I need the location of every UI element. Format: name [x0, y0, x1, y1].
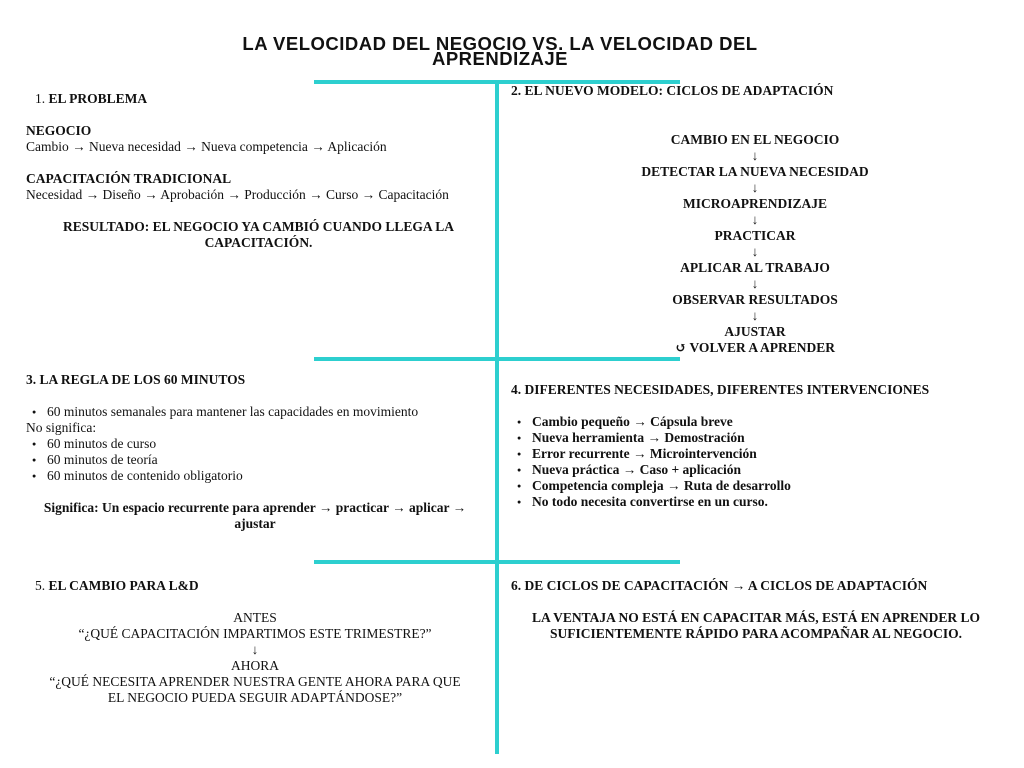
adaptation-cycle-flow: [600, 132, 910, 356]
section-cycles: [511, 578, 1001, 642]
section-problem: [26, 91, 491, 251]
question-before: “¿QUÉ CAPACITACIÓN IMPARTIMOS ESTE TRIMESTRE?”: [78, 626, 432, 641]
list-item: ● Cambio pequeño → Cápsula breve: [532, 414, 1001, 430]
section-60-minutes-heading: 3. LA REGLA DE LOS 60 MINUTOS: [26, 372, 246, 387]
list-item: ● Nueva práctica → Caso + aplicación: [532, 462, 1001, 478]
section-interventions: [511, 382, 1001, 510]
flow-step: CAMBIO EN EL NEGOCIO: [670, 132, 840, 147]
section-cycles-heading: 6. DE CICLOS DE CAPACITACIÓN → A CICLOS DE ADAPTACIÓN: [511, 578, 928, 593]
flow-final-step: ↺ VOLVER A APRENDER: [675, 340, 835, 355]
list-item: ● No todo necesita convertirse en un curso.: [532, 494, 1001, 510]
list-item: ● Error recurrente → Microintervención: [532, 446, 1001, 462]
section-ld-change-heading: [35, 578, 491, 594]
cycles-statement: [511, 610, 1001, 642]
flow-arrow: ↓: [751, 212, 759, 227]
question-after-line-1: “¿QUÉ NECESITA APRENDER NUESTRA GENTE AHORA PARA QUE: [49, 674, 461, 689]
horizontal-divider-middle: [314, 357, 680, 361]
capacitacion-label: CAPACITACIÓN TRADICIONAL: [26, 171, 232, 186]
significa-line-1: Significa: Un espacio recurrente para aprender → practicar → aplicar →: [43, 500, 467, 515]
flow-arrow: ↓: [751, 148, 759, 163]
horizontal-divider-bottom: [314, 560, 680, 564]
flow-step: OBSERVAR RESULTADOS: [672, 292, 838, 307]
flow-step: DETECTAR LA NUEVA NECESIDAD: [641, 164, 869, 179]
list-item: ● 60 minutos de curso: [47, 436, 491, 452]
significa-line-2: ajustar: [234, 516, 276, 531]
result-line-1: RESULTADO: EL NEGOCIO YA CAMBIÓ CUANDO LLEGA LA: [63, 219, 454, 234]
section-interventions-heading: 4. DIFERENTES NECESIDADES, DIFERENTES INTERVENCIONES: [511, 382, 930, 397]
list-item: ● 60 minutos de teoría: [47, 452, 491, 468]
main-bullet-list: [26, 404, 491, 420]
result-line-2: CAPACITACIÓN.: [204, 235, 313, 250]
negocio-label: NEGOCIO: [26, 123, 92, 138]
question-after-line-2: EL NEGOCIO PUEDA SEGUIR ADAPTÁNDOSE?”: [107, 690, 403, 705]
section-new-model-heading: 2. EL NUEVO MODELO: CICLOS DE ADAPTACIÓN: [511, 83, 834, 98]
cycles-line-2: SUFICIENTEMENTE RÁPIDO PARA ACOMPAÑAR AL NEGOCIO.: [549, 626, 963, 641]
list-item: ● Nueva herramienta → Demostración: [532, 430, 1001, 446]
ahora-label: AHORA: [230, 658, 279, 673]
no-significa-list: [26, 436, 491, 484]
section-problem-heading: [35, 91, 491, 107]
flow-step: APLICAR AL TRABAJO: [680, 260, 830, 275]
flow-step: AJUSTAR: [724, 324, 786, 339]
section-new-model: [511, 83, 991, 99]
section-heading-text: EL PROBLEMA: [48, 91, 148, 106]
page-title: [190, 33, 810, 69]
flow-arrow: ↓: [751, 180, 759, 195]
interventions-list: [511, 414, 1001, 510]
flow-step: PRACTICAR: [714, 228, 796, 243]
flow-arrow: ↓: [751, 276, 759, 291]
section-ld-change: [26, 578, 491, 706]
before-after-block: [26, 610, 484, 706]
title-line-2: APRENDIZAJE: [431, 48, 569, 69]
result-statement: [26, 219, 491, 251]
section-number: 5.: [35, 578, 46, 593]
negocio-flow: Cambio → Nueva necesidad → Nueva competencia → Aplicación: [26, 139, 387, 154]
list-item: ● 60 minutos de contenido obligatorio: [47, 468, 491, 484]
section-number: 1.: [35, 91, 46, 106]
title-line-1: LA VELOCIDAD DEL NEGOCIO VS. LA VELOCIDAD DEL: [242, 33, 758, 54]
vertical-divider: [495, 82, 499, 754]
no-significa-label: No significa:: [26, 420, 97, 435]
arrow-down: ↓: [251, 642, 259, 657]
antes-label: ANTES: [233, 610, 277, 625]
flow-arrow: ↓: [751, 308, 759, 323]
list-item: ● 60 minutos semanales para mantener las capacidades en movimiento: [47, 404, 491, 420]
list-item: ● Competencia compleja → Ruta de desarrollo: [532, 478, 1001, 494]
section-heading-text: EL CAMBIO PARA L&D: [48, 578, 199, 593]
significa-statement: [26, 500, 484, 532]
capacitacion-flow: Necesidad → Diseño → Aprobación → Producción → Curso → Capacitación: [26, 187, 449, 202]
section-60-minutes: [26, 372, 491, 532]
flow-step: MICROAPRENDIZAJE: [682, 196, 827, 211]
cycles-line-1: LA VENTAJA NO ESTÁ EN CAPACITAR MÁS, ESTÁ EN APRENDER LO: [532, 610, 980, 625]
flow-arrow: ↓: [751, 244, 759, 259]
